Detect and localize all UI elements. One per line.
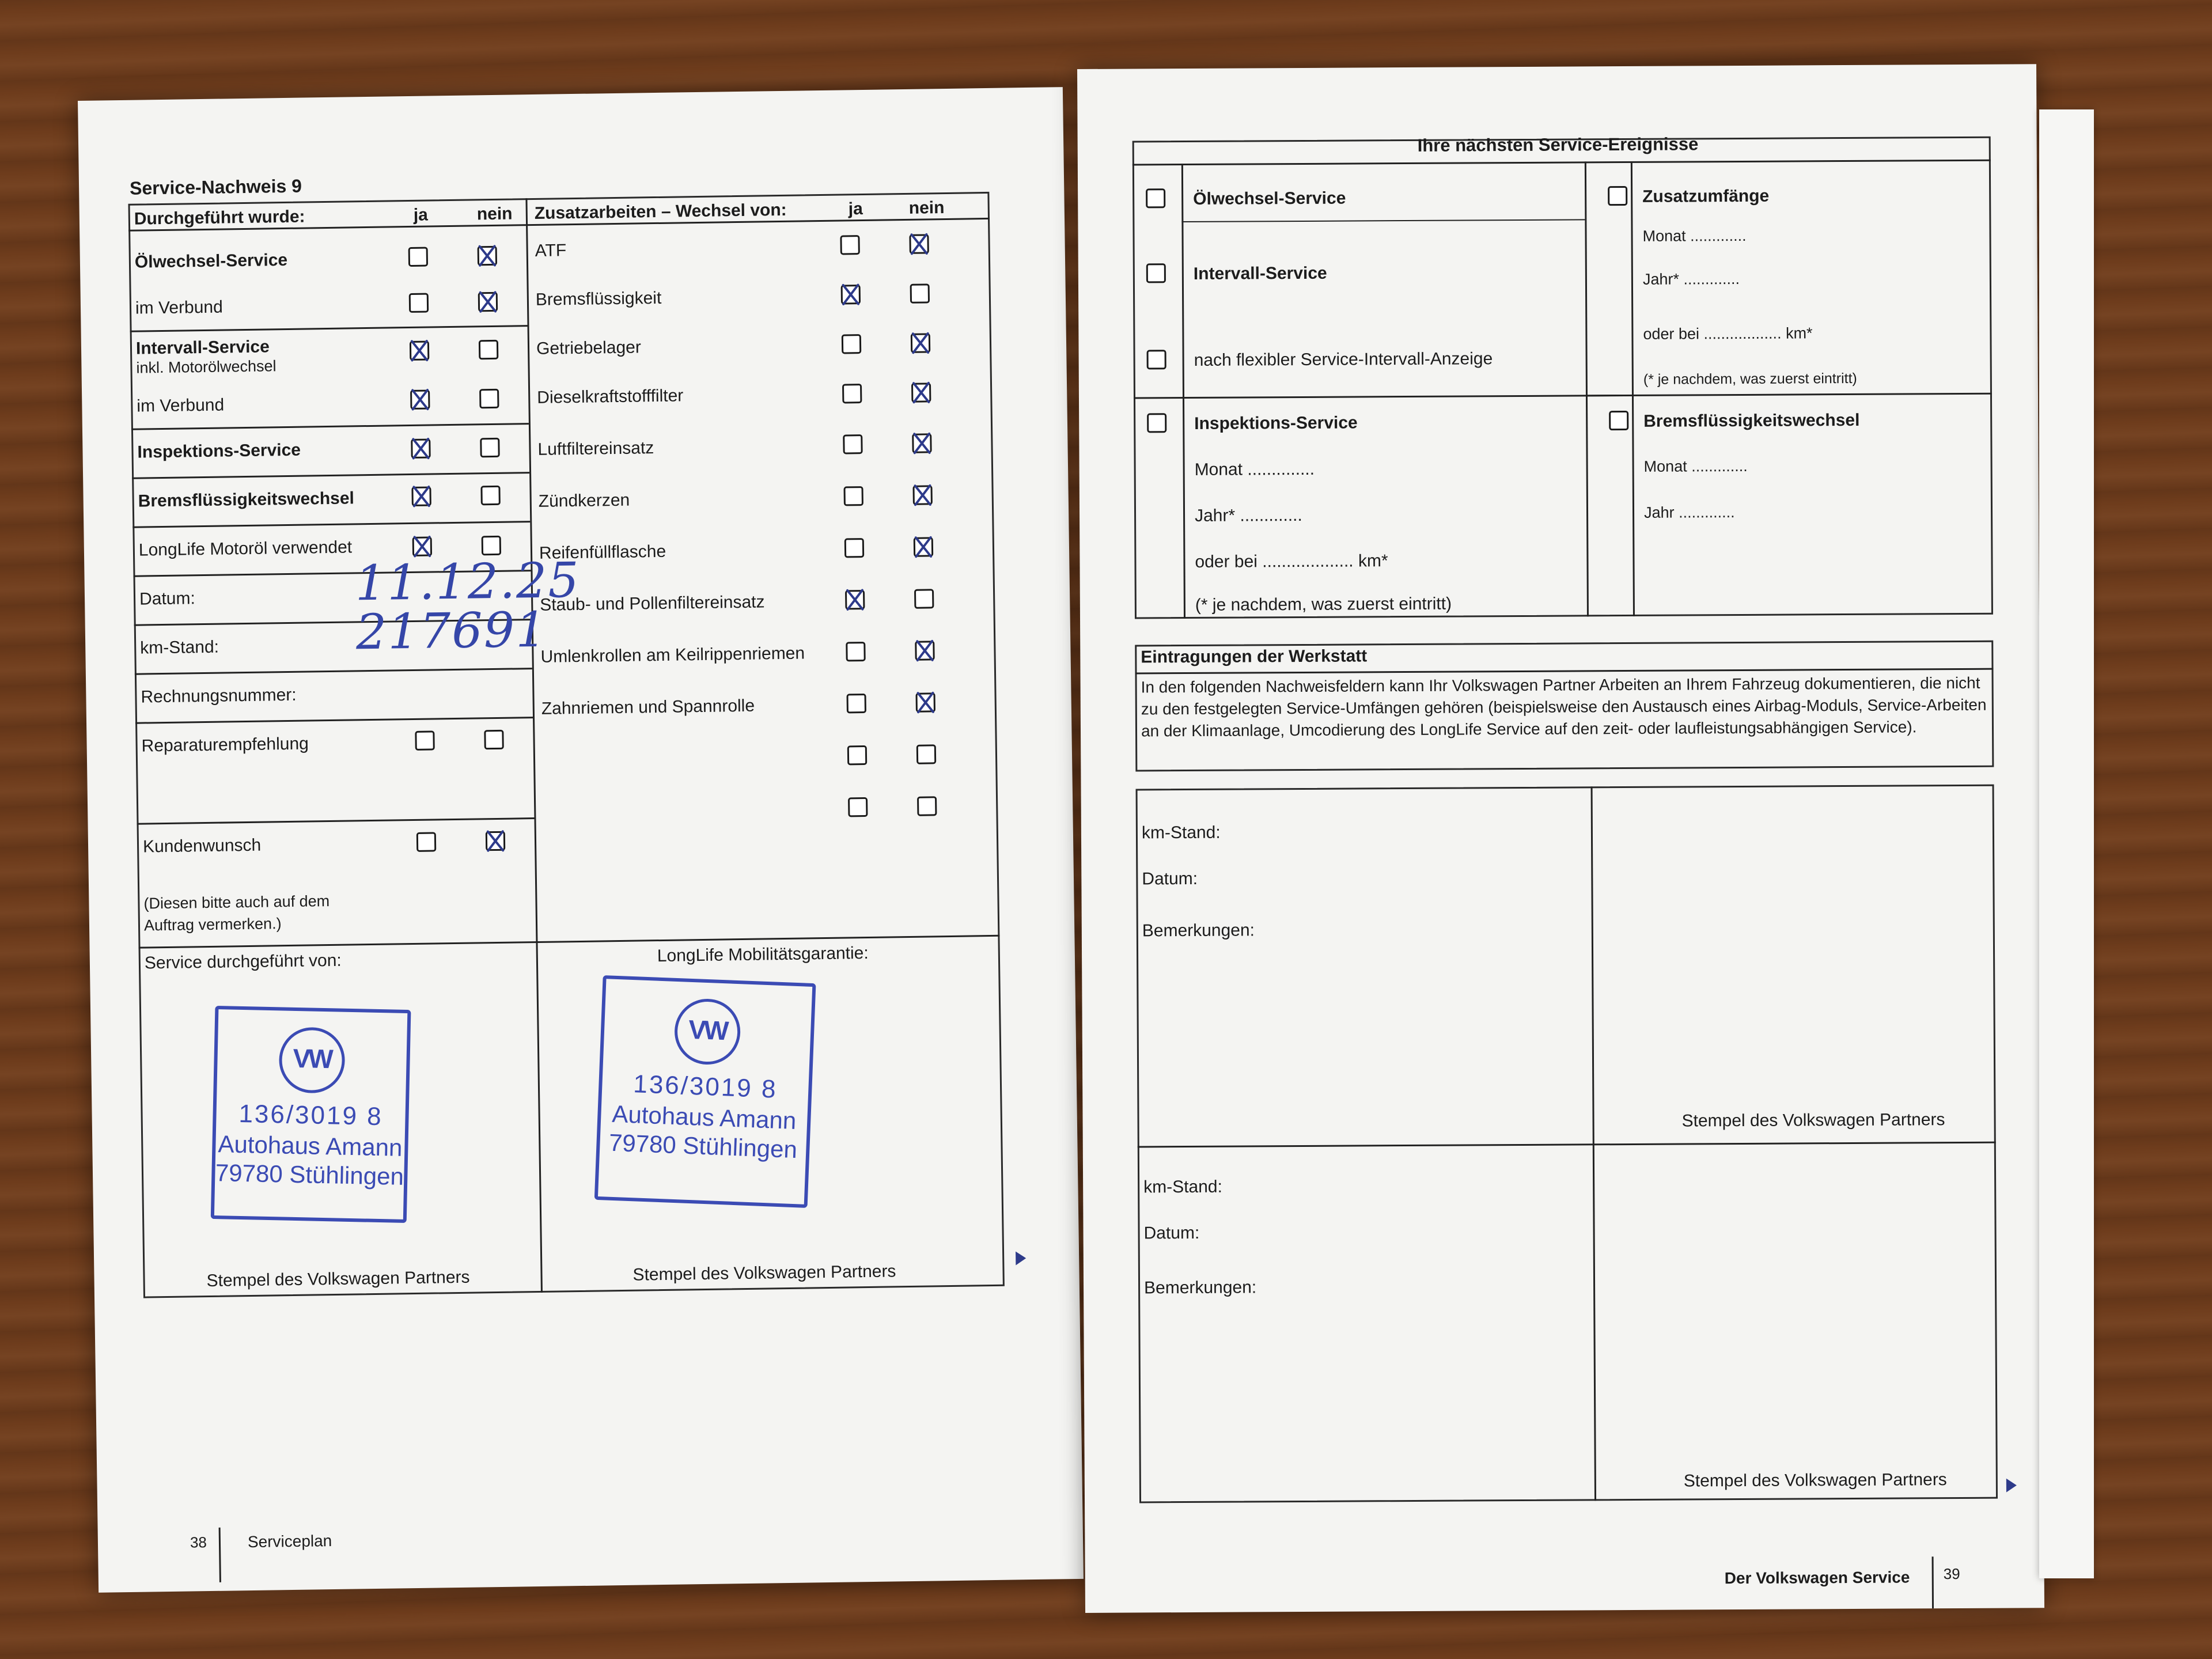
footnote: (* je nachdem, was zuerst eintritt) (1195, 594, 1452, 615)
stamp-code: 136/3019 8 (238, 1099, 384, 1131)
right-page (1077, 64, 2044, 1613)
mobility-label: LongLife Mobilitätsgarantie: (657, 943, 869, 966)
mobility-stamp (594, 975, 816, 1208)
extra-label: Umlenkrollen am Keilrippenriemen (540, 643, 805, 666)
stamp-caption: Stempel des Volkswagen Partners (1681, 1110, 1945, 1131)
extra-label: Staub- und Pollenfiltereinsatz (540, 592, 765, 615)
extra-label: Reifenfüllflasche (539, 541, 666, 563)
checkbox-ja[interactable] (416, 832, 436, 851)
extras-header: Zusatzarbeiten – Wechsel von: (534, 200, 787, 223)
brake-fluid-jahr: Jahr ............. (1643, 503, 1735, 521)
zusatz-monat: Monat ............. (1642, 226, 1747, 245)
next-events-title: Ihre nächsten Service-Ereignisse (1417, 134, 1699, 156)
item-sublabel: inkl. Motorölwechsel (136, 357, 276, 377)
customer-wish-note: (Diesen bitte auch auf dem (143, 892, 330, 912)
entry-remarks-label: Bemerkungen: (1143, 1278, 1257, 1298)
page-number: 38 (190, 1533, 207, 1551)
extra-checkbox-ja[interactable] (844, 538, 864, 558)
service-by-label: Service durchgeführt von: (144, 950, 342, 973)
checkbox-nein[interactable] (486, 831, 505, 851)
checkbox-oil-service[interactable] (1146, 188, 1165, 208)
entry-km-label: km-Stand: (1143, 1177, 1222, 1197)
checkbox-brake-fluid[interactable] (1609, 411, 1628, 430)
next-page-arrow-icon (1016, 1251, 1026, 1265)
datum-value: 11.12.25 (355, 551, 581, 612)
extra-checkbox-ja[interactable] (847, 745, 867, 765)
item-label: Inspektions-Service (137, 440, 301, 462)
entry-datum-label: Datum: (1143, 1223, 1200, 1243)
col-ja: ja (413, 205, 429, 225)
extra-checkbox-nein[interactable] (914, 537, 933, 556)
interval-service-label: Intervall-Service (1193, 263, 1327, 283)
datum-label: Datum: (139, 589, 196, 609)
extra-checkbox-ja[interactable] (841, 285, 861, 304)
left-page (78, 87, 1084, 1593)
extra-checkbox-ja[interactable] (843, 434, 862, 454)
extra-label: Zündkerzen (538, 490, 630, 511)
extras-col-ja: ja (848, 199, 863, 219)
checkbox-ja[interactable] (410, 341, 429, 361)
checkbox-nein[interactable] (480, 486, 500, 505)
extra-label: Dieselkraftstofffilter (537, 386, 684, 407)
checkbox-ja[interactable] (411, 487, 431, 506)
brake-fluid-monat: Monat ............. (1643, 457, 1748, 475)
km-label: km-Stand: (140, 637, 219, 658)
entry-remarks-label: Bemerkungen: (1142, 921, 1255, 941)
performed-header: Durchgeführt wurde: (134, 207, 305, 229)
extra-checkbox-nein[interactable] (911, 382, 931, 402)
customer-wish-note: Auftrag vermerken.) (143, 915, 282, 934)
jahr-line: Jahr* ............. (1194, 505, 1302, 525)
brake-fluid-title: Bremsflüssigkeitswechsel (1643, 410, 1860, 431)
page-title: Service-Nachweis 9 (129, 175, 302, 199)
item-label: im Verbund (135, 297, 224, 318)
km-value: 217691 (355, 601, 548, 661)
extra-checkbox-ja[interactable] (848, 797, 868, 817)
entry-km-label: km-Stand: (1141, 823, 1221, 843)
oder-bei-line: oder bei ................... km* (1195, 551, 1388, 571)
entry-datum-label: Datum: (1142, 869, 1198, 889)
extras-col-nein: nein (908, 198, 945, 218)
checkbox-zusatz[interactable] (1608, 186, 1627, 206)
stamp-caption: Stempel des Volkswagen Partners (632, 1262, 896, 1285)
stamp-code: 136/3019 8 (632, 1070, 778, 1104)
workshop-text: In den folgenden Nachweisfeldern kann Ihr Volkswagen Partner Arbeiten an Ihrem Fahrzeug dokumentieren, die nicht zu den festgelegten Service-Umfängen gehören (beispielsweise den Austausch eines Airbag-Moduls, Service-Arbeiten an der Klimaanlage, Umcodierung des LongLife Service auf den zeit- oder laufleistungsabhängigen Service). (1141, 673, 1987, 740)
extra-checkbox-nein[interactable] (912, 433, 931, 453)
extra-label: Bremsflüssigkeit (535, 288, 662, 309)
checkbox-interval-service[interactable] (1146, 263, 1166, 283)
checkbox-ja[interactable] (411, 439, 430, 459)
checkbox-nein[interactable] (480, 438, 499, 457)
extra-checkbox-nein[interactable] (911, 333, 930, 353)
extra-checkbox-nein[interactable] (917, 796, 937, 816)
checkbox-nein[interactable] (479, 389, 499, 408)
extra-checkbox-ja[interactable] (847, 694, 866, 713)
item-label: Ölwechsel-Service (134, 250, 288, 272)
page-stack-edge (2039, 109, 2094, 1578)
inspection-label: Inspektions-Service (1194, 413, 1358, 433)
extra-checkbox-nein[interactable] (909, 234, 929, 253)
page-number: 39 (1943, 1565, 1960, 1583)
extra-checkbox-nein[interactable] (915, 692, 935, 712)
checkbox-nein[interactable] (479, 340, 498, 359)
stamp-name: Autohaus Amann (218, 1130, 403, 1161)
vw-logo-icon (673, 998, 741, 1066)
monat-line: Monat .............. (1194, 459, 1315, 479)
extra-label: Zahnriemen und Spannrolle (541, 696, 755, 718)
checkbox-nein[interactable] (484, 730, 503, 749)
flexible-label: nach flexibler Service-Intervall-Anzeige (1194, 349, 1493, 370)
zusatz-title: Zusatzumfänge (1642, 186, 1770, 206)
extra-checkbox-ja[interactable] (846, 642, 865, 661)
stamp-caption: Stempel des Volkswagen Partners (1683, 1470, 1947, 1491)
stamp-name: Autohaus Amann (611, 1100, 797, 1135)
stamp-caption: Stempel des Volkswagen Partners (206, 1267, 470, 1291)
item-label: Bremsflüssigkeitswechsel (138, 488, 355, 511)
zusatz-jahr: Jahr* ............. (1642, 270, 1740, 288)
vw-logo-icon (278, 1027, 345, 1093)
dealer-stamp (211, 1006, 411, 1223)
zusatz-footnote: (* je nachdem, was zuerst eintritt) (1643, 370, 1857, 388)
item-label: im Verbund (137, 395, 225, 416)
checkbox-ja[interactable] (408, 247, 428, 267)
extra-checkbox-nein[interactable] (916, 744, 936, 764)
next-events-frame (1132, 137, 1993, 619)
checkbox-inspection[interactable] (1147, 413, 1166, 433)
extra-label: Luftfiltereinsatz (537, 438, 654, 459)
checkbox-ja[interactable] (415, 730, 434, 750)
workshop-title: Eintragungen der Werkstatt (1141, 646, 1368, 667)
stamp-city: 79780 Stühlingen (215, 1159, 404, 1190)
extra-checkbox-nein[interactable] (910, 283, 930, 303)
extra-checkbox-ja[interactable] (842, 384, 862, 403)
extra-label: Getriebelager (536, 338, 642, 358)
footer-title: Der Volkswagen Service (1724, 1568, 1910, 1588)
stamp-city: 79780 Stühlingen (608, 1128, 798, 1164)
item-label: LongLife Motoröl verwendet (138, 537, 353, 560)
extra-checkbox-ja[interactable] (843, 486, 863, 506)
checkbox-flexible[interactable] (1147, 350, 1166, 369)
checkbox-ja[interactable] (409, 293, 429, 313)
repair-label: Reparaturempfehlung (141, 734, 309, 756)
extra-checkbox-ja[interactable] (845, 590, 865, 609)
checkbox-ja[interactable] (410, 390, 430, 410)
col-nein: nein (476, 204, 513, 224)
customer-wish-label: Kundenwunsch (142, 835, 262, 857)
next-page-arrow-icon (2006, 1478, 2017, 1492)
extra-checkbox-nein[interactable] (914, 589, 934, 608)
checkbox-nein[interactable] (478, 292, 498, 312)
footer-title: Serviceplan (247, 1532, 332, 1551)
checkbox-nein[interactable] (478, 246, 497, 266)
extra-label: ATF (535, 241, 567, 260)
zusatz-oder-bei: oder bei .................. km* (1643, 324, 1813, 343)
item-label: Intervall-Service (135, 337, 270, 358)
extra-checkbox-nein[interactable] (915, 641, 934, 660)
invoice-label: Rechnungsnummer: (141, 685, 297, 707)
extra-checkbox-ja[interactable] (840, 235, 859, 255)
oil-service-label: Ölwechsel-Service (1193, 188, 1346, 209)
extra-checkbox-nein[interactable] (912, 485, 932, 505)
extra-checkbox-ja[interactable] (842, 334, 861, 354)
